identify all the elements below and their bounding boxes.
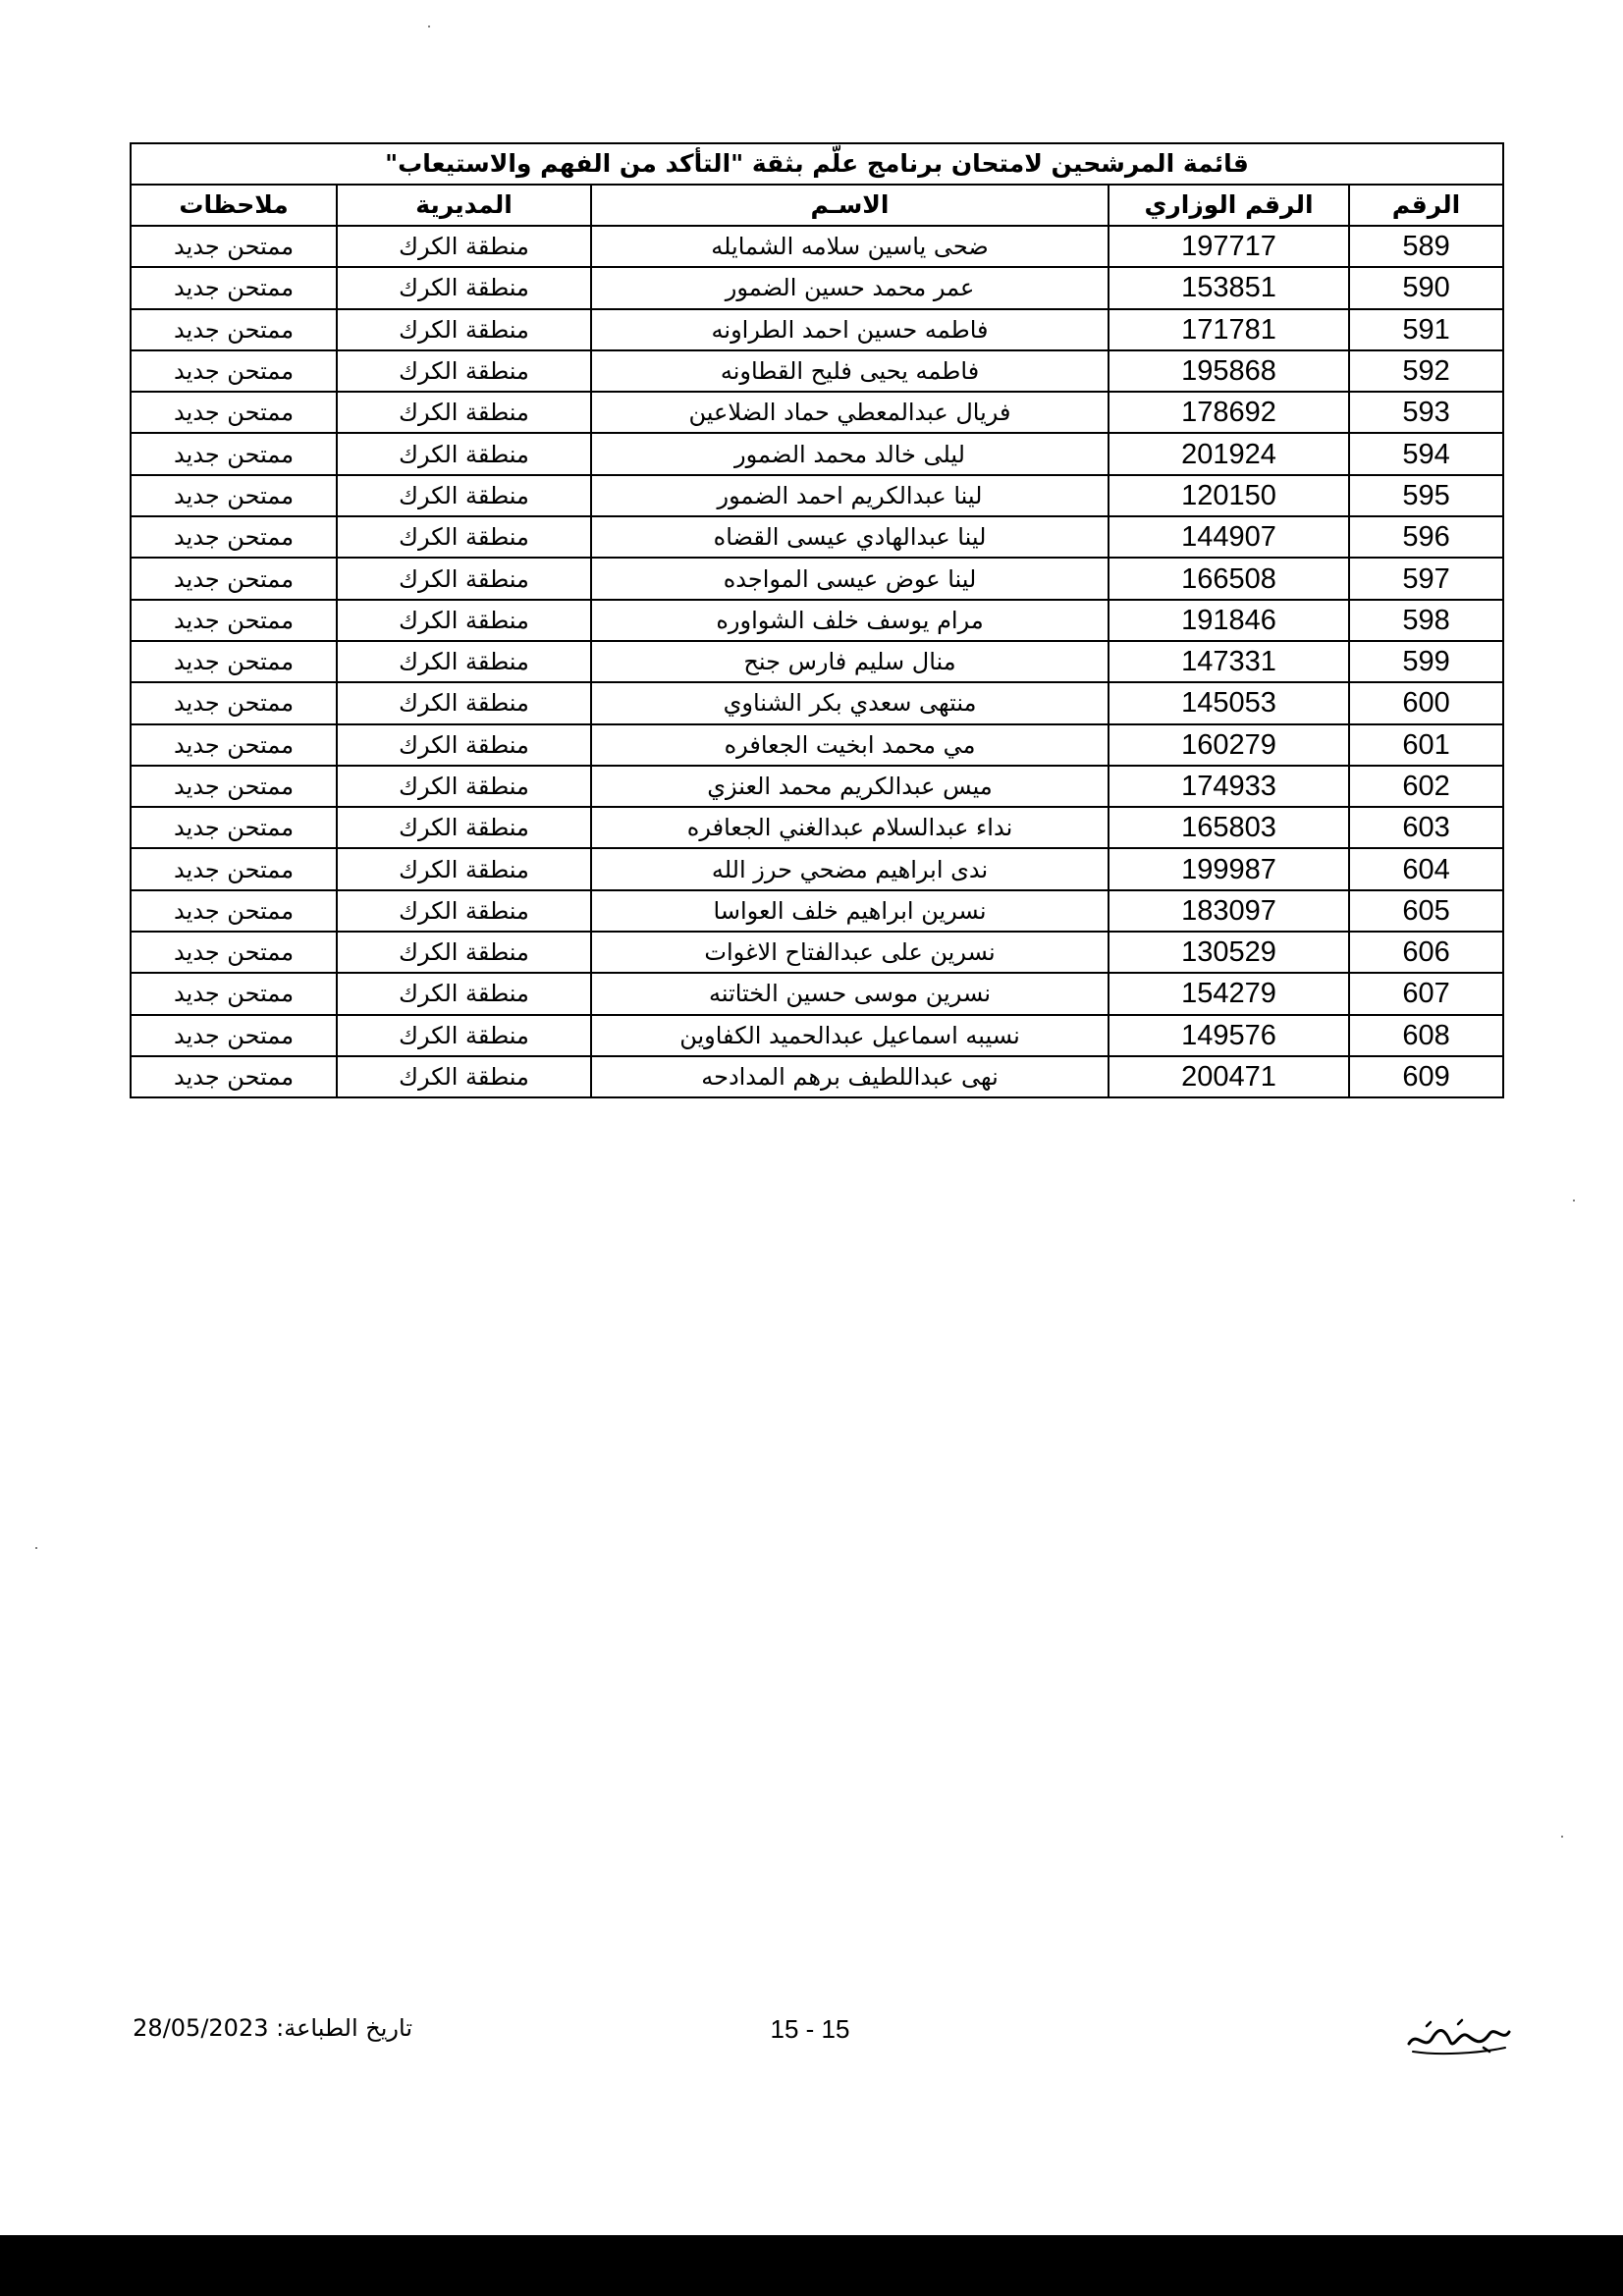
cell-number: 590 — [1349, 267, 1503, 308]
cell-name: نسرين على عبدالفتاح الاغوات — [591, 932, 1109, 973]
table-row — [131, 890, 1503, 932]
cell-directorate: منطقة الكرك — [337, 392, 591, 433]
scan-speck — [428, 26, 430, 27]
table-row — [131, 516, 1503, 558]
cell-notes: ممتحن جديد — [131, 848, 337, 889]
cell-notes: ممتحن جديد — [131, 807, 337, 848]
cell-notes: ممتحن جديد — [131, 641, 337, 682]
cell-ministry-number: 201924 — [1109, 433, 1349, 474]
table-row — [131, 724, 1503, 766]
cell-name: ليلى خالد محمد الضمور — [591, 433, 1109, 474]
cell-ministry-number: 130529 — [1109, 932, 1349, 973]
table-row — [131, 807, 1503, 848]
print-date: تاريخ الطباعة: 28/05/2023 — [133, 2014, 412, 2042]
cell-ministry-number: 178692 — [1109, 392, 1349, 433]
cell-name: نهى عبداللطيف برهم المدادحه — [591, 1056, 1109, 1097]
table-row — [131, 1015, 1503, 1056]
cell-ministry-number: 174933 — [1109, 766, 1349, 807]
cell-notes: ممتحن جديد — [131, 973, 337, 1014]
table-row — [131, 392, 1503, 433]
cell-notes: ممتحن جديد — [131, 475, 337, 516]
cell-number: 593 — [1349, 392, 1503, 433]
cell-number: 607 — [1349, 973, 1503, 1014]
scan-bottom-edge — [0, 2235, 1623, 2296]
cell-number: 602 — [1349, 766, 1503, 807]
cell-name: نسيبه اسماعيل عبدالحميد الكفاوين — [591, 1015, 1109, 1056]
cell-name: مي محمد ابخيت الجعافره — [591, 724, 1109, 766]
table-title-row — [131, 143, 1503, 185]
table-row — [131, 766, 1503, 807]
cell-name: مرام يوسف خلف الشواوره — [591, 600, 1109, 641]
cell-directorate: منطقة الكرك — [337, 890, 591, 932]
table-row — [131, 226, 1503, 267]
cell-number: 597 — [1349, 558, 1503, 599]
cell-directorate: منطقة الكرك — [337, 309, 591, 350]
cell-ministry-number: 200471 — [1109, 1056, 1349, 1097]
cell-directorate: منطقة الكرك — [337, 1056, 591, 1097]
cell-name: منال سليم فارس جنح — [591, 641, 1109, 682]
cell-notes: ممتحن جديد — [131, 600, 337, 641]
cell-directorate: منطقة الكرك — [337, 267, 591, 308]
table-row — [131, 475, 1503, 516]
cell-ministry-number: 183097 — [1109, 890, 1349, 932]
cell-number: 598 — [1349, 600, 1503, 641]
cell-notes: ممتحن جديد — [131, 516, 337, 558]
cell-directorate: منطقة الكرك — [337, 724, 591, 766]
cell-directorate: منطقة الكرك — [337, 433, 591, 474]
cell-ministry-number: 191846 — [1109, 600, 1349, 641]
cell-directorate: منطقة الكرك — [337, 973, 591, 1014]
table-row — [131, 350, 1503, 392]
scan-speck — [35, 1547, 37, 1549]
scan-speck — [1561, 1836, 1563, 1838]
table-row — [131, 932, 1503, 973]
table-row — [131, 433, 1503, 474]
cell-ministry-number: 147331 — [1109, 641, 1349, 682]
table-body — [131, 226, 1503, 1097]
cell-directorate: منطقة الكرك — [337, 682, 591, 723]
cell-ministry-number: 199987 — [1109, 848, 1349, 889]
header-name: الاسـم — [591, 185, 1109, 226]
cell-number: 595 — [1349, 475, 1503, 516]
cell-ministry-number: 144907 — [1109, 516, 1349, 558]
table-row — [131, 1056, 1503, 1097]
cell-notes: ممتحن جديد — [131, 350, 337, 392]
cell-ministry-number: 120150 — [1109, 475, 1349, 516]
table-row — [131, 558, 1503, 599]
cell-number: 592 — [1349, 350, 1503, 392]
cell-directorate: منطقة الكرك — [337, 600, 591, 641]
table-row — [131, 600, 1503, 641]
cell-name: نسرين موسى حسين الختاتنه — [591, 973, 1109, 1014]
cell-ministry-number: 195868 — [1109, 350, 1349, 392]
cell-name: ميس عبدالكريم محمد العنزي — [591, 766, 1109, 807]
cell-notes: ممتحن جديد — [131, 932, 337, 973]
cell-directorate: منطقة الكرك — [337, 807, 591, 848]
page-number: 15 - 15 — [770, 2014, 850, 2044]
cell-ministry-number: 166508 — [1109, 558, 1349, 599]
scan-speck — [1573, 1200, 1575, 1201]
cell-directorate: منطقة الكرك — [337, 1015, 591, 1056]
cell-name: فاطمه يحيى فليح القطاونه — [591, 350, 1109, 392]
table-title: قائمة المرشحين لامتحان برنامج علّم بثقة "التأكد من الفهم والاستيعاب" — [131, 143, 1503, 185]
cell-directorate: منطقة الكرك — [337, 516, 591, 558]
cell-number: 601 — [1349, 724, 1503, 766]
cell-ministry-number: 160279 — [1109, 724, 1349, 766]
candidates-table — [130, 142, 1504, 1098]
cell-name: لينا عوض عيسى المواجده — [591, 558, 1109, 599]
cell-number: 605 — [1349, 890, 1503, 932]
cell-directorate: منطقة الكرك — [337, 848, 591, 889]
cell-name: ضحى ياسين سلامه الشمايله — [591, 226, 1109, 267]
cell-number: 589 — [1349, 226, 1503, 267]
cell-name: عمر محمد حسين الضمور — [591, 267, 1109, 308]
cell-notes: ممتحن جديد — [131, 392, 337, 433]
cell-number: 609 — [1349, 1056, 1503, 1097]
cell-notes: ممتحن جديد — [131, 226, 337, 267]
cell-notes: ممتحن جديد — [131, 890, 337, 932]
cell-notes: ممتحن جديد — [131, 267, 337, 308]
table-row — [131, 267, 1503, 308]
cell-ministry-number: 149576 — [1109, 1015, 1349, 1056]
table-header-row — [131, 185, 1503, 226]
cell-directorate: منطقة الكرك — [337, 932, 591, 973]
cell-name: منتهى سعدي بكر الشناوي — [591, 682, 1109, 723]
cell-directorate: منطقة الكرك — [337, 558, 591, 599]
cell-number: 603 — [1349, 807, 1503, 848]
cell-notes: ممتحن جديد — [131, 558, 337, 599]
cell-notes: ممتحن جديد — [131, 1015, 337, 1056]
cell-directorate: منطقة الكرك — [337, 766, 591, 807]
header-number: الرقم — [1349, 185, 1503, 226]
cell-ministry-number: 165803 — [1109, 807, 1349, 848]
cell-notes: ممتحن جديد — [131, 309, 337, 350]
cell-ministry-number: 197717 — [1109, 226, 1349, 267]
cell-directorate: منطقة الكرك — [337, 350, 591, 392]
candidates-table-container — [130, 142, 1502, 1098]
cell-notes: ممتحن جديد — [131, 724, 337, 766]
cell-notes: ممتحن جديد — [131, 766, 337, 807]
cell-number: 599 — [1349, 641, 1503, 682]
header-directorate: المديرية — [337, 185, 591, 226]
cell-directorate: منطقة الكرك — [337, 641, 591, 682]
cell-name: ندى ابراهيم مضحي حرز الله — [591, 848, 1109, 889]
cell-name: لينا عبدالهادي عيسى القضاه — [591, 516, 1109, 558]
cell-notes: ممتحن جديد — [131, 433, 337, 474]
table-row — [131, 309, 1503, 350]
cell-name: نسرين ابراهيم خلف العواسا — [591, 890, 1109, 932]
cell-number: 608 — [1349, 1015, 1503, 1056]
cell-number: 594 — [1349, 433, 1503, 474]
header-ministry-number: الرقم الوزاري — [1109, 185, 1349, 226]
cell-ministry-number: 154279 — [1109, 973, 1349, 1014]
cell-name: نداء عبدالسلام عبدالغني الجعافره — [591, 807, 1109, 848]
cell-name: لينا عبدالكريم احمد الضمور — [591, 475, 1109, 516]
table-row — [131, 973, 1503, 1014]
cell-name: فريال عبدالمعطي حماد الضلاعين — [591, 392, 1109, 433]
table-row — [131, 682, 1503, 723]
cell-number: 600 — [1349, 682, 1503, 723]
cell-number: 591 — [1349, 309, 1503, 350]
cell-notes: ممتحن جديد — [131, 1056, 337, 1097]
handwritten-signature — [1399, 2012, 1517, 2061]
cell-number: 596 — [1349, 516, 1503, 558]
cell-ministry-number: 171781 — [1109, 309, 1349, 350]
table-row — [131, 848, 1503, 889]
header-notes: ملاحظات — [131, 185, 337, 226]
cell-ministry-number: 153851 — [1109, 267, 1349, 308]
cell-number: 606 — [1349, 932, 1503, 973]
cell-ministry-number: 145053 — [1109, 682, 1349, 723]
table-row — [131, 641, 1503, 682]
cell-number: 604 — [1349, 848, 1503, 889]
cell-notes: ممتحن جديد — [131, 682, 337, 723]
cell-directorate: منطقة الكرك — [337, 475, 591, 516]
cell-directorate: منطقة الكرك — [337, 226, 591, 267]
cell-name: فاطمه حسين احمد الطراونه — [591, 309, 1109, 350]
